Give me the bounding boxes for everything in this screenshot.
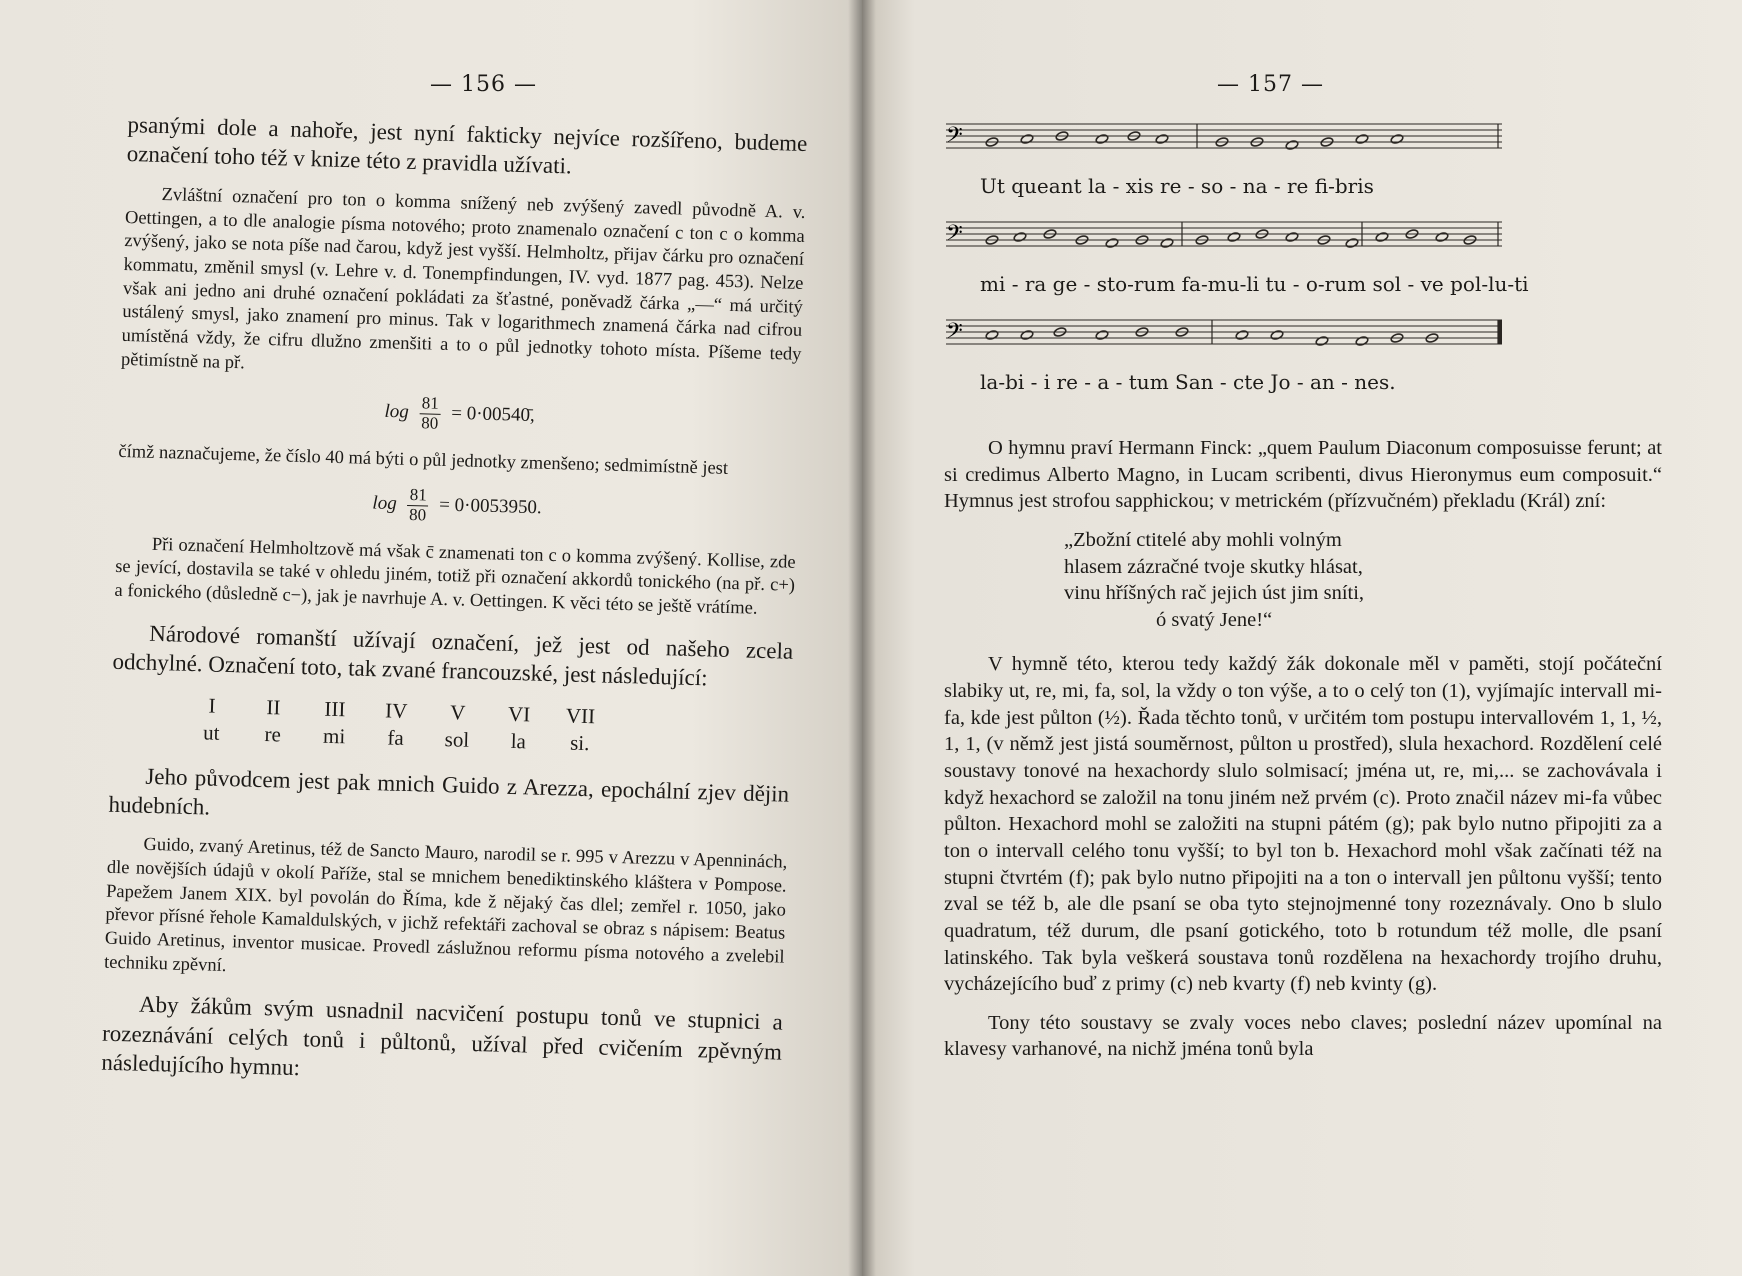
whole-note — [1020, 134, 1034, 145]
staff-lines — [942, 216, 1662, 256]
log-label: log — [372, 492, 398, 515]
whole-note — [1235, 330, 1249, 341]
solfege-numeral: IV — [384, 697, 408, 723]
paragraph: Zvláštní označení pro ton o komma snížený neb zvýšený zavedl původně A. v. Oettingen, a to dle analogie písma notového; proto znamenalo označení c ton c o komma zvýšený, jako se nota píše nad čarou, když jest vyšší. Helmholtz, přijav čárku pro označení kommatu, změnil smysl (v. Lehre v. d. Tonempfindungen, IV. vyd. 1877 pag. 453). Nelze však ani jedno ani druhé označení pokládati za šťastné, poněvadž čárka „—“ má určitý ustálený smysl, jako znamení pro minus. Tak v logarithmech znamená čárka nad cifrou umístěná vždy, že cifru dlužno zmenšiti a to o půl jednotky tohoto místa. Píšeme tedy pětimístně na př. — [120, 184, 806, 373]
page-number-157: — 157 — — [1217, 72, 1324, 97]
solfege-numeral: III — [324, 696, 346, 721]
paragraph: Jeho původcem jest pak mnich Guido z Arezza, epochální zjev dějin hudebních. — [108, 763, 790, 820]
staff-lines — [942, 314, 1662, 354]
paragraph: Tony této soustavy se zvaly voces nebo claves; poslední název upomínal na klavesy varhanové, na nichž jména tonů byla — [944, 1011, 1662, 1061]
solfege-numeral: V — [449, 699, 466, 725]
solfege-syllable: mi — [322, 723, 346, 748]
solfege-numeral: VII — [565, 703, 596, 728]
whole-note — [1390, 134, 1404, 145]
fraction — [407, 486, 429, 525]
right-page-body — [944, 435, 1662, 1075]
solfege-syllable: ut — [202, 719, 220, 745]
staff-system-1 — [942, 118, 1662, 210]
paragraph: V hymně této, kterou tedy každý žák dokonale měl v paměti, stojí počáteční slabiky ut, re, mi, fa, sol, la vždy o ton výše, a to o celý ton (1), vyjímajíc intervall mi-fa, kde jest půlton (½). Řada těchto tonů, v určitém tom postupu intervallovém 1, 1, ½, 1, 1, (v němž jest jistá souměrnost, půlton u prostřed), slula hexachord. Rozdělení celé soustavy tonové na hexachordy slulo solmisací; jména ut, re, mi,... se zachovávala i když hexachord se založil na tonu jiném než prvém (c). Proto značil název mi-fa vůbec půlton. Hexachord mohl se založiti na stupni pátém (g); pak bylo nutno připojiti za a ton o intervall celého tonu vyšší; to byl ton b. Hexachord mohl však začínati též na stupni čtvrtém (f); pak bylo nutno připojiti na a ton o intervall jen půltonu vyšší; tento zval se též b, ale dle psaní se oba tyto stejnojmenné tony rozeznávaly. Ono b slulo quadratum, též durum, dle psaní gotického, toto b rotundum též molle, dle psaní latinského. Tak byla veškerá soustava tonů rozdělena na hexachordy trojího druhu, vycházejícího buď z primy (c) neb kvarty (f) neb kvinty (g). — [944, 653, 1662, 996]
whole-note — [1435, 232, 1449, 243]
staff-lines — [942, 118, 1662, 158]
solfege-numeral: VI — [507, 701, 531, 727]
fraction — [419, 395, 441, 434]
hymn-score — [942, 118, 1662, 406]
whole-note — [1355, 134, 1369, 145]
formula-five-digit — [119, 386, 800, 443]
left-page-body — [101, 110, 808, 1110]
solfege-syllable: si. — [569, 730, 590, 755]
whole-note — [1227, 232, 1241, 243]
whole-note — [1355, 336, 1369, 347]
paragraph: Národové romanští užívají označení, jež jest od našeho zcela odchylné. Označení toto, tak zvané francouzské, jest následující: — [112, 620, 794, 691]
whole-note — [1013, 232, 1027, 243]
paragraph: psanými dole a nahoře, jest nyní fakticky nejvíce rozšířeno, budeme označení toho též v knize této z pravidla užívati. — [126, 111, 808, 179]
log-label: log — [384, 401, 410, 423]
left-page — [0, 0, 862, 1276]
solfege-syllable: la — [510, 728, 527, 753]
paragraph: Aby žákům svým usnadnil nacvičení postupu tonů ve stupnici a rozeznávání celých tonů i půltonů, užíval před cvičením zpěvným následujícího hymnu: — [101, 992, 784, 1081]
lyrics-line: mi - ra ge - sto-rum fa-mu-li tu - o-rum sol - ve pol-lu-ti — [980, 272, 1529, 296]
staff — [942, 118, 1662, 153]
poem-line: hlasem zázračné tvoje skutky hlásat, — [1064, 555, 1363, 578]
bass-clef-icon: 𝄢 — [946, 221, 963, 251]
paragraph: Při označení Helmholtzově má však c̄ znamenati ton c o komma zvýšený. Kollise, zde se jevící, dostavila se také v ohledu jiném, totiž při označení akkordů tonického (na př. c+) a fonického (důsledně c−), jak je navrhuje A. v. Oettingen. K věci této se ještě vrátíme. — [114, 534, 796, 619]
whole-note — [1285, 232, 1299, 243]
formula-value: = 0·00540̄, — [450, 402, 536, 427]
whole-note — [1285, 140, 1299, 151]
book-gutter — [848, 0, 876, 1276]
fraction-numerator: 81 — [419, 395, 441, 415]
solfege-syllable: sol — [444, 726, 470, 752]
solfege-syllable: re — [264, 721, 282, 747]
poem-line: vinu hříšných rač jejich úst jim sníti, — [1064, 582, 1365, 605]
lyrics-line: la-bi - i re - a - tum San - cte Jo - an - nes. — [980, 370, 1396, 394]
staff — [942, 314, 1662, 349]
solfege-numeral: II — [266, 694, 281, 720]
solfege-numeral: I — [208, 693, 216, 718]
bass-clef-icon: 𝄢 — [946, 319, 963, 349]
whole-note — [1105, 238, 1119, 249]
staff — [942, 216, 1662, 251]
right-page — [862, 0, 1742, 1276]
bass-clef-icon: 𝄢 — [946, 123, 963, 153]
whole-note — [1155, 134, 1169, 145]
lyrics-line: Ut queant la - xis re - so - na - re fi-bris — [980, 174, 1374, 198]
paragraph: O hymnu praví Hermann Finck: „quem Paulum Diaconum composuisse ferunt; at si credimus Alberto Magno, in Lucam scribenti, divus Hieronymus eum composuit.“ Hymnus jest strofou sapphickou; v metrickém (přízvučném) překladu (Král) zní: — [944, 437, 1662, 513]
fraction-denominator: 80 — [420, 413, 439, 433]
final-bar-line — [1498, 320, 1502, 344]
whole-note — [985, 330, 999, 341]
whole-note — [1160, 238, 1174, 249]
whole-note — [1095, 330, 1109, 341]
fraction-numerator: 81 — [407, 486, 429, 506]
whole-note — [1345, 238, 1359, 249]
whole-note — [1315, 336, 1329, 347]
staff-system-2 — [942, 216, 1662, 308]
formula-value: = 0·0053950. — [438, 494, 542, 519]
formula-seven-digit — [117, 478, 798, 535]
paragraph: čímž naznačujeme, že číslo 40 má býti o půl jednotky zmenšeno; sedmimístně jest — [118, 441, 729, 479]
fraction-denominator: 80 — [408, 504, 427, 525]
paragraph: Guido, zvaný Aretinus, též de Sancto Mauro, narodil se r. 995 v Arezzu v Apenninách, dle novějších údajů v okolí Paříže, stal se mnichem benediktinského kláštera v Pompose. Papežem Janem XIX. byl povolán do Říma, kde ž nějaký čas dlel; zemřel r. 1050, jako převor přísné řehole Kamaldulských, v jichž refektáři zachoval se obraz s nápisem: Beatus Guido Aretinus, inventor musicae. Provedl záslužnou reformu písma notového a zvelebil techniku zpěvní. — [103, 835, 788, 976]
whole-note — [1270, 330, 1284, 341]
poem-line: „Zbožní ctitelé aby mohli volným — [1064, 528, 1342, 551]
translated-poem — [1064, 527, 1662, 634]
solfege-syllable: fa — [387, 725, 405, 750]
poem-line: ó svatý Jene!“ — [1156, 608, 1273, 631]
whole-note — [1375, 232, 1389, 243]
page-number-156: — 156 — — [430, 72, 537, 97]
staff-system-3 — [942, 314, 1662, 406]
whole-note — [1020, 330, 1034, 341]
solfege-table — [180, 692, 611, 756]
whole-note — [1095, 134, 1109, 145]
